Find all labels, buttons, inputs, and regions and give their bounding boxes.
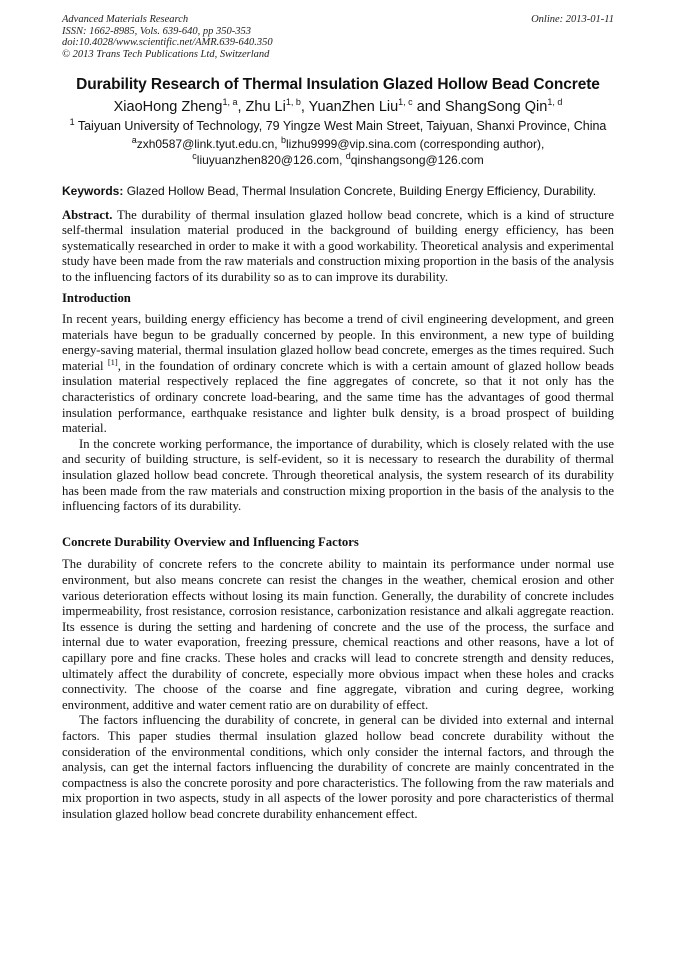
author-separator: , <box>300 99 309 115</box>
email-link[interactable]: qinshangsong@126.com <box>350 152 484 167</box>
durability-paragraph-1: The durability of concrete refers to the concrete ability to maintain its performance under normal use environment, but also means concrete can resist the changes in the weather, chemical erosion and other various deterioration effects without losing its main function. Generally, the durability of concrete includes impermeability, frost resistance, corrosion resistance, carbonization resistance and alkali aggregate reaction. Its essence is during the setting and hardening of concrete and the use of the process, the surface and internal due to water evaporation, freezing pressure, chemical reactions and other reasons, have a lot of capillary pore and fine cracks. These holes and cracks will lead to concrete strength and density reduces, ultimately affect the durability of concrete, especially more obvious impact when these holes and cracks connectivity. The choose of the coarse and fine aggregate, vibration and curing degree, working environment, additive and water cement ratio are on durability of effect. <box>62 557 614 712</box>
doi-line: doi:10.4028/www.scientific.net/AMR.639-640.350 <box>62 37 273 48</box>
email-line <box>62 137 614 153</box>
intro-paragraph-2: In the concrete working performance, the importance of durability, which is closely related with the use and security of building structure, is self-evident, so it is necessary to research the durability of thermal insulation glazed hollow bead concrete. Through theoretical analysis, the system research of its durability has been made from the raw materials and construction mixing proportion in the basis of the analysis to the influencing factors of its durability. <box>62 436 614 514</box>
email-sup: b <box>280 135 286 145</box>
author-sup: 1, a <box>222 97 238 108</box>
abstract <box>62 208 614 286</box>
paper-page <box>62 14 614 822</box>
author-conjunction: and <box>412 99 445 115</box>
affiliation-text: Taiyuan University of Technology, 79 Yingze West Main Street, Taiyuan, Shanxi Province, China <box>77 119 607 133</box>
email-line <box>62 150 614 169</box>
intro-text-b: , in the foundation of ordinary concrete which is with a certain amount of glazed hollow beads insulation material respectively replaced the fine aggregates of concrete, so that it not only has the characteristics of ordinary concrete load-bearing, and the same time has the advantages of good thermal insulation performance, earthquake resistance and lighter bulk density, is a broad prospect of building material. <box>62 358 614 436</box>
copyright-line: © 2013 Trans Tech Publications Ltd, Switzerland <box>62 48 270 60</box>
author-list <box>62 99 614 115</box>
durability-paragraph-2: The factors influencing the durability of concrete, in general can be divided into external and internal factors. This paper studies thermal insulation glazed hollow bead concrete durability without the consideration of the environmental conditions, which only consider the internal factors, and through the analysis, can get the internal factors influencing the durability of concrete are mainly concentrated in the compactness is also the concrete porosity and pore characteristics. The following from the raw materials and mix proportion in two aspects, study in all aspects of the lower porosity and pore characteristics of thermal insulation glazed hollow bead concrete durability enhancement effect. <box>62 713 614 821</box>
online-date: Online: 2013-01-11 <box>531 14 614 25</box>
keywords <box>62 184 614 199</box>
paper-title: Durability Research of Thermal Insulation Glazed Hollow Bead Concrete <box>76 76 600 93</box>
author-name: Zhu Li <box>245 99 286 115</box>
author-name: YuanZhen Liu <box>308 99 399 115</box>
running-header <box>62 14 614 60</box>
email-link[interactable]: zxh0587@link.tyut.edu.cn, <box>136 137 281 151</box>
author-sup: 1, d <box>547 97 563 108</box>
section-heading-durability: Concrete Durability Overview and Influencing Factors <box>62 534 359 549</box>
abstract-text: The durability of thermal insulation glazed hollow bead concrete, which is a kind of structure self-thermal insulation material produced in the background of building energy efficiency, has been systematically researched in order to make it with a good workability. Theoretical analysis and experimental study have been made from the raw materials and construction mixing proportion in the basis of the analysis to the influencing factors of its durability so as to can improve its durability. <box>62 207 614 284</box>
affiliation-sup: 1 <box>69 116 75 127</box>
email-sup: d <box>345 150 351 161</box>
email-sup: c <box>192 150 197 161</box>
author-sup: 1, b <box>285 97 301 108</box>
intro-text-a: In recent years, building energy efficiency has become a trend of civil engineering development, and green materials have begun to be gradually concerned by people. In this environment, a new type of building energy-saving material, thermal insulation glazed hollow bead concrete, emerges as the times required. Such material <box>62 312 614 373</box>
journal-name: Advanced Materials Research <box>62 14 189 25</box>
author-name: XiaoHong Zheng <box>113 99 223 115</box>
affiliation <box>62 116 614 133</box>
author-separator: , <box>237 99 246 115</box>
email-sup: a <box>131 135 137 145</box>
author-sup: 1, c <box>398 97 413 108</box>
citation-ref[interactable]: [1] <box>107 356 118 367</box>
email-link[interactable]: lizhu9999@vip.sina.com (corresponding author), <box>285 137 545 151</box>
abstract-label: Abstract. <box>62 207 113 222</box>
issn-line: ISSN: 1662-8985, Vols. 639-640, pp 350-353 <box>62 25 251 37</box>
email-list <box>62 137 614 168</box>
keywords-text: Glazed Hollow Bead, Thermal Insulation Concrete, Building Energy Efficiency, Durability. <box>123 184 597 198</box>
section-heading-introduction: Introduction <box>62 291 131 306</box>
intro-paragraph-1 <box>62 312 614 437</box>
email-link[interactable]: liuyuanzhen820@126.com, <box>196 152 346 167</box>
author-name: ShangSong Qin <box>444 99 548 115</box>
keywords-label: Keywords: <box>62 184 124 198</box>
